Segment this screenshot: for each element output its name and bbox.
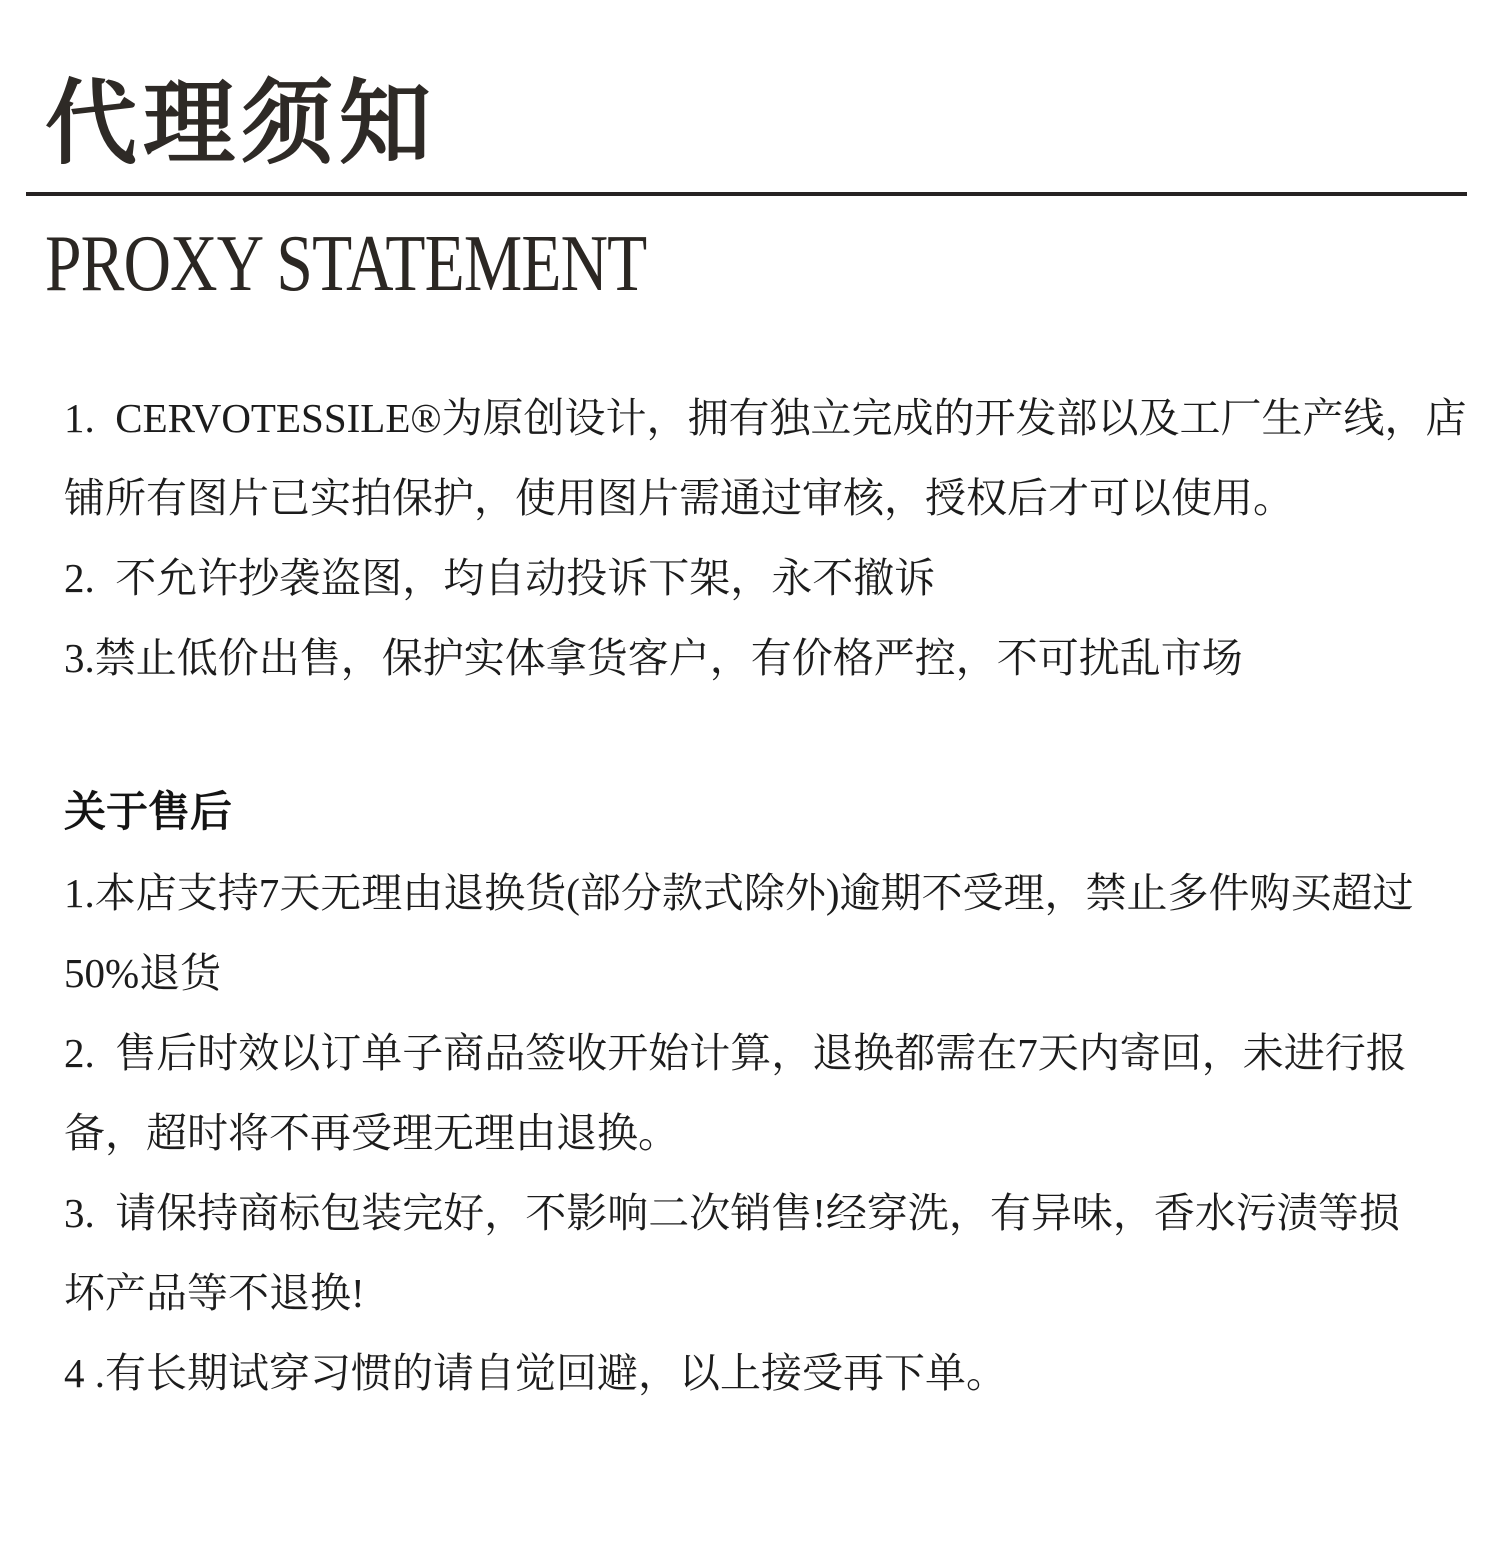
- title-divider-rule: [26, 192, 1467, 196]
- page-subtitle: PROXY STATEMENT: [45, 220, 647, 308]
- proxy-rule-line: 1. CERVOTESSILE®为原创设计，拥有独立完成的开发部以及工厂生产线，店: [64, 395, 1467, 441]
- after-sales-heading: 关于售后: [64, 790, 233, 836]
- proxy-rule-line: 3.禁止低价出售，保护实体拿货客户，有价格严控，不可扰乱市场: [64, 635, 1243, 681]
- proxy-rule-line: 2. 不允许抄袭盗图，均自动投诉下架，永不撤诉: [64, 555, 936, 601]
- after-sales-line: 备，超时将不再受理无理由退换。: [64, 1110, 679, 1156]
- after-sales-section: [64, 773, 1464, 1413]
- after-sales-line: 坏产品等不退换!: [64, 1270, 365, 1316]
- after-sales-line: 50%退货: [64, 950, 222, 996]
- page-title: 代理须知: [45, 73, 438, 175]
- after-sales-line: 2. 售后时效以订单子商品签收开始计算，退换都需在7天内寄回，未进行报: [64, 1030, 1407, 1076]
- after-sales-line: 3. 请保持商标包装完好，不影响二次销售!经穿洗，有异味，香水污渍等损: [64, 1190, 1400, 1236]
- after-sales-line: 4 .有长期试穿习惯的请自觉回避，以上接受再下单。: [64, 1350, 1007, 1396]
- after-sales-line: 1.本店支持7天无理由退换货(部分款式除外)逾期不受理，禁止多件购买超过: [64, 870, 1414, 916]
- proxy-rule-line: 铺所有图片已实拍保护，使用图片需通过审核，授权后才可以使用。: [64, 475, 1294, 521]
- proxy-rules-section: [64, 378, 1467, 698]
